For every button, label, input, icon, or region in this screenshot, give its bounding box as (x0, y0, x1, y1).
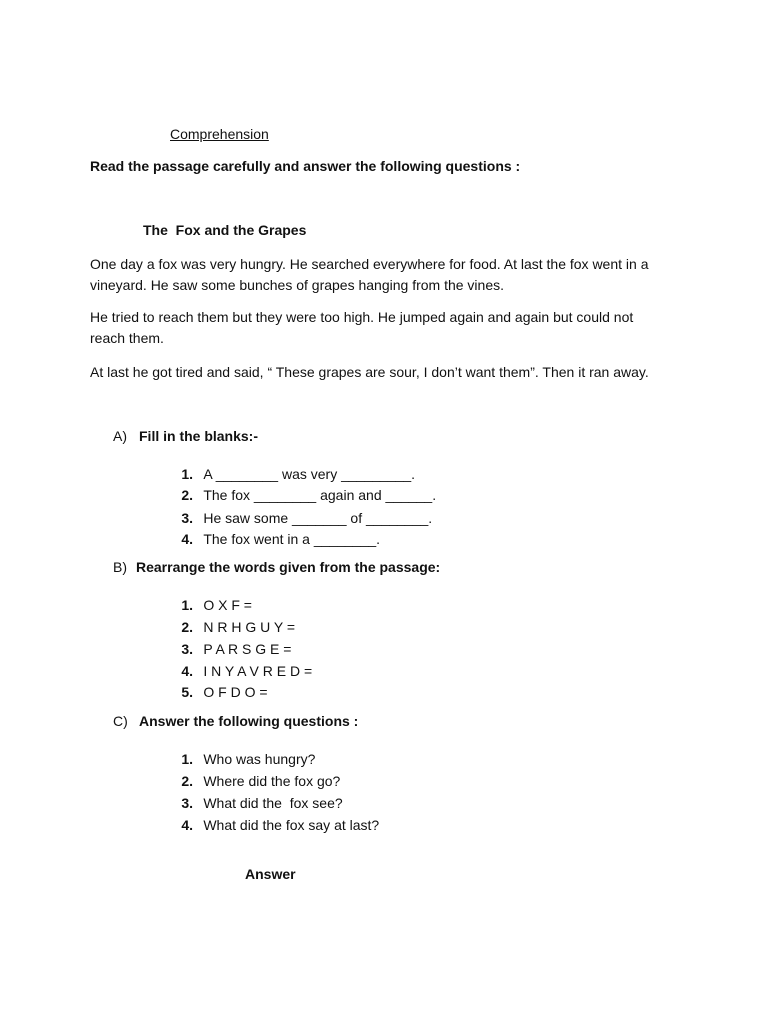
item-number: 4. (181, 531, 194, 547)
list-item (158, 515, 381, 547)
list-item (158, 625, 292, 657)
item-number: 3. (181, 795, 194, 811)
item-number: 4. (181, 663, 194, 679)
item-number: 2. (181, 619, 194, 635)
item-text: O X F = (203, 597, 252, 613)
item-text: O F D O = (203, 684, 268, 700)
list-item (158, 668, 268, 700)
item-number: 4. (181, 817, 194, 833)
list-item (158, 494, 433, 526)
item-number: 3. (181, 641, 194, 657)
list-item (158, 603, 296, 635)
item-text: He saw some _______ of ________. (203, 510, 433, 526)
story-title: The Fox and the Grapes (143, 222, 307, 238)
passage-paragraph-2: He tried to reach them but they were too high. He jumped again and again but could not reach them. (90, 309, 634, 346)
section-letter: A) (113, 428, 127, 444)
item-text: The fox went in a ________. (203, 531, 381, 547)
answer-label: Answer (245, 866, 296, 882)
list-item (158, 757, 341, 789)
item-text: P A R S G E = (203, 641, 292, 657)
section-title: Fill in the blanks:- (139, 428, 259, 444)
passage-paragraph-3: At last he got tired and said, “ These grapes are sour, I don’t want them”. Then it ran away. (90, 364, 649, 380)
item-number: 2. (181, 487, 194, 503)
list-item (158, 647, 313, 679)
list-item (158, 450, 416, 482)
item-text: I N Y A V R E D = (203, 663, 313, 679)
section-title: Rearrange the words given from the passage: (136, 559, 441, 575)
page-heading: Comprehension (170, 126, 269, 142)
section-letter: C) (113, 713, 128, 729)
item-text: What did the fox see? (203, 795, 343, 811)
item-text: A ________ was very _________. (203, 466, 416, 482)
item-number: 1. (181, 751, 194, 767)
item-text: N R H G U Y = (203, 619, 296, 635)
item-text: Where did the fox go? (203, 773, 341, 789)
item-number: 1. (181, 597, 194, 613)
list-item (158, 735, 316, 767)
list-item (158, 801, 380, 833)
list-item (158, 779, 343, 811)
item-number: 1. (181, 466, 194, 482)
list-item (158, 581, 252, 613)
item-text: The fox ________ again and ______. (203, 487, 437, 503)
item-number: 5. (181, 684, 194, 700)
list-item (158, 471, 437, 503)
item-text: What did the fox say at last? (203, 817, 380, 833)
passage-paragraph-1: One day a fox was very hungry. He searched everywhere for food. At last the fox went in a vineyard. He saw some bunches of grapes hanging from the vines. (90, 256, 649, 293)
section-title: Answer the following questions : (139, 713, 359, 729)
item-text: Who was hungry? (203, 751, 316, 767)
instructions: Read the passage carefully and answer the following questions : (90, 158, 521, 174)
item-number: 3. (181, 510, 194, 526)
item-number: 2. (181, 773, 194, 789)
section-letter: B) (113, 559, 127, 575)
